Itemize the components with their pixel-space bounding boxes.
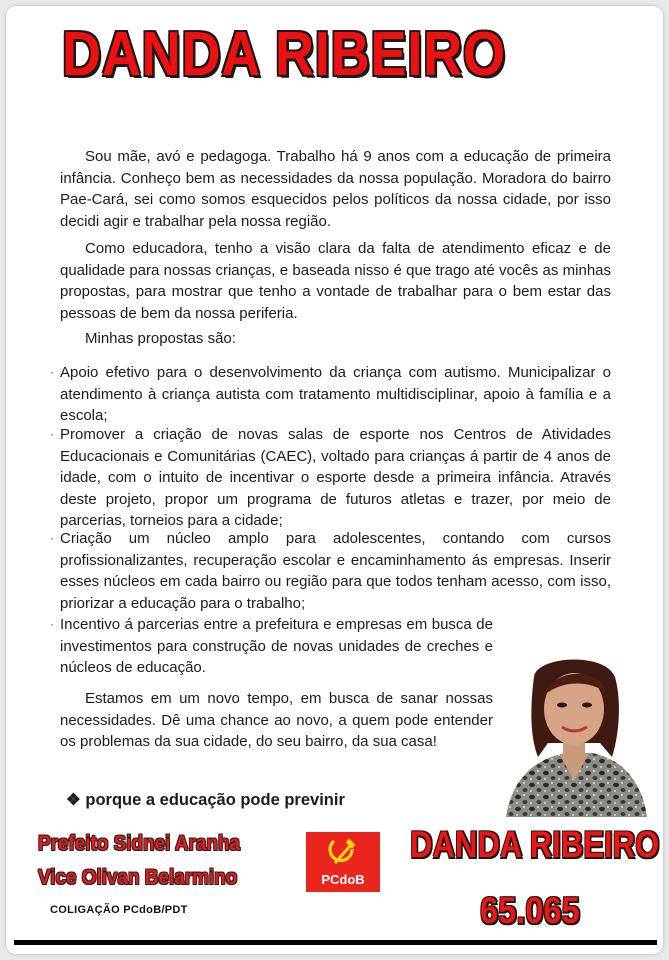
vice-mayor-name: Vice Olivan Belarmino	[38, 866, 238, 889]
candidate-number: 65.065	[480, 890, 580, 931]
headline-title: DANDA RIBEIRO	[62, 20, 506, 89]
bullet-marker: ·	[50, 427, 54, 441]
hammer-sickle-icon	[306, 832, 380, 872]
candidate-name: DANDA RIBEIRO	[410, 824, 660, 865]
bottom-divider	[14, 940, 657, 945]
slogan	[66, 790, 345, 810]
pcdob-logo-text: PCdoB	[321, 872, 365, 887]
candidate-photo	[500, 649, 647, 817]
proposals-heading: Minhas propostas são:	[85, 330, 236, 347]
slogan-text: porque a educação pode previnir	[85, 791, 345, 809]
bullet-marker: ·	[50, 531, 54, 545]
proposal-item-autism: Apoio efetivo para o desenvolvimento da criança com autismo. Municipalizar o atendimento à criança autista com tratamento multidisciplinar, apoio à família e a escola;	[60, 364, 611, 425]
bullet-marker: ·	[50, 617, 54, 631]
proposal-item-youth-center: Criação um núcleo amplo para adolescentes, contando com cursos profissionalizantes, recuperação escolar e encaminhamento ás empresas. Inserir esses núcleos em cada bairro ou região para que todos tenham acesso, com isso, priorizar a educação para o trabalho;	[60, 530, 611, 612]
mayor-name: Prefeito Sidnei Aranha	[38, 832, 240, 855]
campaign-flyer	[6, 6, 663, 954]
paragraph-educator: Como educadora, tenho a visão clara da falta de atendimento eficaz e de qualidade para nossas crianças, e baseada nisso é que trago até vocês as minhas propostas, para mostrar que tenho a vontade de trabalhar para o bem estar das pessoas de bem da nossa periferia.	[60, 240, 611, 322]
paragraph-closing: Estamos em um novo tempo, em busca de sanar nossas necessidades. Dê uma chance ao novo, a quem pode entender os problemas da sua cidade, do seu bairro, da sua casa!	[60, 690, 493, 751]
pcdob-logo	[306, 832, 380, 892]
diamond-bullet-icon: ❖	[66, 791, 81, 809]
paragraph-intro: Sou mãe, avó e pedagoga. Trabalho há 9 anos com a educação de primeira infância. Conheço bem as necessidades da nossa população. Moradora do bairro Pae-Cará, sei como somos esquecidos pelos políticos da nossa cidade, por isso decidi agir e trabalhar pela nossa região.	[60, 148, 611, 230]
bullet-marker: ·	[50, 365, 54, 379]
coalition-label: COLIGAÇÃO PCdoB/PDT	[50, 904, 188, 916]
proposal-item-sports: Promover a criação de novas salas de esporte nos Centros de Atividades Educacionais e Comunitárias (CAEC), voltado para crianças á partir de 4 anos de idade, com o intuito de incentivar o esporte desde a primeira infância. Através deste projeto, propor um programa de futuros atletas e trazer, por meio de parcerias, torneios para a cidade;	[60, 426, 611, 530]
proposal-item-daycare: Incentivo á parcerias entre a prefeitura e empresas em busca de investimentos para construção de novas unidades de creches e núcleos de educação.	[60, 616, 493, 677]
